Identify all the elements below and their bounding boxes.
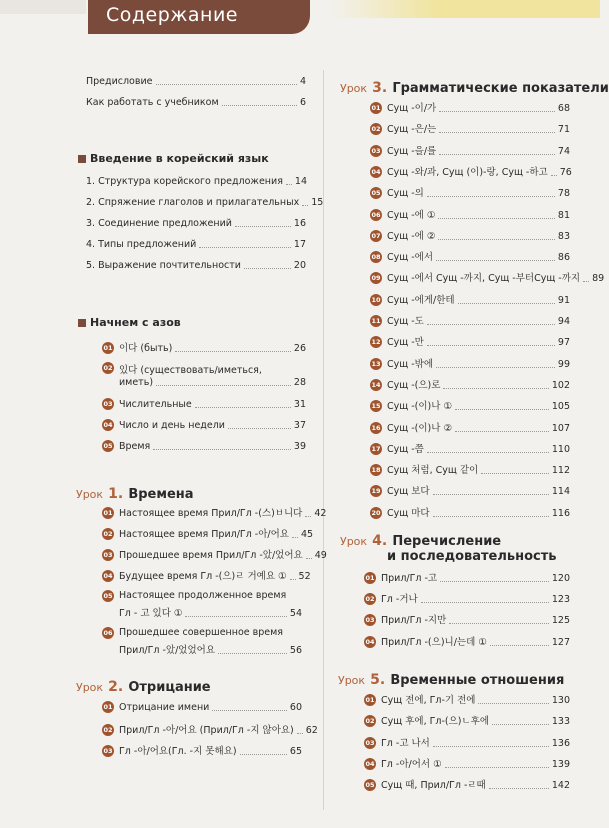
lesson-number: 4. bbox=[372, 533, 388, 549]
toc-entry[interactable] bbox=[364, 612, 570, 626]
page-number: 136 bbox=[551, 737, 570, 749]
toc-entry[interactable] bbox=[370, 228, 570, 242]
toc-entry-title: Сущ -에서 bbox=[387, 252, 434, 264]
lesson-number-badge: 02 bbox=[103, 364, 113, 372]
page-number: 86 bbox=[557, 252, 570, 264]
leader-dots bbox=[305, 516, 311, 517]
lesson-label: Урок bbox=[76, 681, 104, 694]
toc-entry-title: Гл -아/어서 ① bbox=[381, 758, 442, 770]
lesson-number-badge: 04 bbox=[365, 637, 375, 646]
lesson-number-badge: 02 bbox=[371, 125, 381, 134]
lesson-number-badge: 11 bbox=[371, 317, 381, 325]
page-number: 97 bbox=[557, 337, 570, 349]
leader-dots bbox=[427, 452, 549, 453]
section-square-icon bbox=[78, 319, 86, 327]
lesson-number-badge: 02 bbox=[365, 717, 375, 726]
toc-entry-title: Время bbox=[119, 441, 151, 452]
lesson-number-badge: 04 bbox=[371, 167, 381, 176]
lesson-number-badge: 16 bbox=[371, 423, 381, 432]
leader-dots bbox=[433, 746, 549, 747]
leader-dots bbox=[185, 616, 286, 617]
leader-dots bbox=[175, 351, 291, 352]
page-number: 49 bbox=[314, 550, 327, 561]
toc-entry-title: Сущ -에서 Сущ -까지, Сущ -부터Сущ -까지 bbox=[387, 273, 581, 285]
toc-entry-title: Сущ 때, Прил/Гл -ㄹ때 bbox=[381, 780, 486, 792]
toc-entry-title: Сущ -을/를 bbox=[387, 145, 437, 157]
leader-dots bbox=[240, 754, 287, 755]
lesson-number-badge: 19 bbox=[371, 487, 381, 496]
leader-dots bbox=[438, 239, 555, 240]
leader-dots bbox=[478, 703, 548, 704]
lesson-number-badge: 01 bbox=[371, 104, 381, 112]
toc-entry[interactable] bbox=[86, 197, 324, 208]
lesson-number-badge: 05 bbox=[371, 189, 381, 198]
leader-dots bbox=[439, 154, 555, 155]
leader-dots bbox=[297, 733, 303, 734]
toc-entry[interactable] bbox=[364, 713, 570, 727]
page-number: 37 bbox=[293, 420, 306, 431]
toc-entry-title: Гл -거나 bbox=[381, 594, 418, 606]
leader-dots bbox=[195, 407, 291, 408]
leader-dots bbox=[481, 473, 549, 474]
lesson-number-badge: 04 bbox=[103, 421, 113, 429]
toc-entry-title: Как работать с учебником bbox=[86, 97, 219, 108]
page-number: 105 bbox=[551, 401, 570, 413]
toc-entry[interactable] bbox=[370, 207, 570, 221]
toc-entry[interactable] bbox=[364, 692, 570, 706]
page-number: 76 bbox=[559, 166, 572, 178]
leader-dots bbox=[583, 281, 589, 282]
page-number: 4 bbox=[299, 76, 306, 87]
toc-entry-title: Сущ -에 ① bbox=[387, 209, 436, 221]
toc-entry-title: Прил/Гл -고 bbox=[381, 573, 438, 584]
toc-entry-title: 4. Типы предложений bbox=[86, 239, 197, 250]
page-number: 133 bbox=[551, 716, 570, 728]
lesson-heading bbox=[76, 483, 194, 502]
page-number: 60 bbox=[289, 702, 302, 713]
section-heading bbox=[78, 316, 181, 329]
lesson-number-badge: 04 bbox=[103, 572, 113, 580]
toc-entry[interactable] bbox=[364, 756, 570, 770]
page-number: 45 bbox=[300, 529, 314, 540]
leader-dots bbox=[436, 367, 555, 368]
toc-entry-title: Прил/Гл -(으)니/는데 ① bbox=[381, 636, 487, 648]
leader-dots bbox=[421, 602, 549, 603]
page-number: 99 bbox=[557, 358, 570, 370]
page-number: 62 bbox=[305, 725, 318, 736]
lesson-title: Перечисление bbox=[392, 534, 502, 549]
section-heading bbox=[78, 152, 269, 165]
page-number: 78 bbox=[557, 188, 570, 200]
leader-dots bbox=[443, 388, 548, 389]
lesson-number-badge: 10 bbox=[371, 295, 381, 304]
page-number: 89 bbox=[592, 273, 605, 285]
lesson-number: 2. bbox=[108, 679, 124, 695]
page-number: 39 bbox=[293, 441, 306, 452]
page-number: 120 bbox=[551, 573, 570, 584]
toc-entry-title: Сущ 보다 bbox=[387, 486, 430, 498]
lesson-title: Грамматические показатели bbox=[392, 81, 609, 96]
lesson-number-badge: 13 bbox=[371, 359, 381, 368]
toc-entry[interactable] bbox=[119, 377, 306, 388]
toc-entry-title: Отрицание имени bbox=[119, 702, 210, 713]
toc-entry[interactable] bbox=[119, 605, 302, 619]
toc-entry-title: Настоящее время Прил/Гл -(스)ㅂ니다 bbox=[119, 508, 303, 519]
toc-entry[interactable] bbox=[102, 547, 327, 561]
toc-entry-title: Сущ 마다 bbox=[387, 507, 430, 519]
toc-entry-title-line2: Прил/Гл -았/었었어요 bbox=[119, 645, 216, 656]
lesson-heading bbox=[76, 676, 211, 695]
lesson-number-badge: 18 bbox=[371, 466, 381, 475]
lesson-title-line2: и последовательность bbox=[387, 549, 557, 564]
lesson-number-badge: 17 bbox=[371, 444, 381, 453]
page-number: 94 bbox=[557, 316, 570, 327]
toc-entry-title: Предисловие bbox=[86, 76, 153, 87]
leader-dots bbox=[433, 516, 549, 517]
leader-dots bbox=[489, 788, 549, 789]
lesson-number-badge: 03 bbox=[103, 551, 113, 559]
toc-entry[interactable] bbox=[364, 735, 570, 749]
leader-dots bbox=[455, 409, 549, 410]
toc-entry[interactable] bbox=[102, 340, 306, 354]
page-number: 74 bbox=[557, 145, 570, 157]
toc-entry[interactable] bbox=[370, 398, 570, 412]
toc-entry[interactable] bbox=[102, 440, 306, 452]
lesson-heading bbox=[340, 77, 609, 96]
page-number: 112 bbox=[551, 465, 570, 477]
page-number: 127 bbox=[551, 636, 570, 648]
toc-entry[interactable] bbox=[370, 270, 605, 285]
page-number: 139 bbox=[551, 758, 570, 770]
toc-entry[interactable] bbox=[370, 462, 570, 476]
page-number: 142 bbox=[551, 780, 570, 792]
page-number: 68 bbox=[557, 103, 570, 114]
toc-entry-title: Сущ -은/는 bbox=[387, 124, 437, 136]
toc-entry-title: 5. Выражение почтительности bbox=[86, 260, 241, 271]
toc-entry[interactable] bbox=[370, 441, 570, 455]
toc-entry-title: 3. Соединение предложений bbox=[86, 218, 232, 229]
page-number: 15 bbox=[311, 197, 324, 208]
toc-entry-title: Сущ -도 bbox=[387, 316, 424, 327]
leader-dots bbox=[440, 581, 549, 582]
page-number: 102 bbox=[551, 379, 570, 391]
toc-entry-title-line1: Настоящее продолженное время bbox=[119, 590, 287, 601]
toc-entry[interactable] bbox=[370, 164, 570, 178]
leader-dots bbox=[427, 324, 555, 325]
page-number: 65 bbox=[289, 746, 302, 757]
leader-dots bbox=[306, 558, 312, 559]
lesson-label: Урок bbox=[340, 82, 368, 95]
top-band-right bbox=[330, 0, 600, 18]
lesson-number-badge: 20 bbox=[371, 508, 381, 517]
toc-entry-title: Число и день недели bbox=[119, 420, 225, 431]
toc-entry[interactable] bbox=[370, 143, 570, 157]
leader-dots bbox=[244, 268, 291, 269]
toc-entry[interactable] bbox=[370, 377, 570, 391]
toc-entry[interactable] bbox=[86, 76, 306, 87]
toc-entry[interactable] bbox=[102, 505, 327, 519]
page-number: 114 bbox=[551, 486, 570, 498]
toc-entry[interactable] bbox=[364, 570, 570, 584]
leader-dots bbox=[449, 623, 549, 624]
leader-dots bbox=[292, 537, 298, 538]
toc-entry-title: 2. Спряжение глаголов и прилагательных bbox=[86, 197, 300, 208]
lesson-number-badge: 12 bbox=[371, 338, 381, 347]
page-number: 107 bbox=[551, 422, 570, 434]
toc-entry-title: Сущ -와/과, Сущ (이)-랑, Сущ -하고 bbox=[387, 166, 548, 178]
leader-dots bbox=[458, 303, 555, 304]
toc-entry[interactable] bbox=[364, 634, 570, 648]
toc-entry-title: Сущ -(으)로 bbox=[387, 379, 441, 391]
leader-dots bbox=[302, 205, 308, 206]
lesson-title: Отрицание bbox=[128, 680, 211, 695]
lesson-heading bbox=[338, 669, 564, 688]
lesson-number-badge: 03 bbox=[365, 738, 375, 747]
toc-entry-title: Прил/Гл -지만 bbox=[381, 615, 447, 627]
page-number: 123 bbox=[551, 594, 570, 606]
section-title: Начнем с азов bbox=[90, 316, 181, 329]
toc-entry-title: Сущ -(이)나 ② bbox=[387, 422, 452, 434]
lesson-number-badge: 01 bbox=[103, 703, 113, 711]
page-number: 83 bbox=[557, 230, 570, 242]
toc-entry-title-line2: иметь) bbox=[119, 377, 154, 388]
lesson-number-badge: 05 bbox=[365, 781, 375, 790]
leader-dots bbox=[427, 196, 555, 197]
lesson-label: Урок bbox=[340, 535, 368, 548]
toc-entry[interactable] bbox=[102, 398, 306, 410]
toc-entry-title: Сущ -만 bbox=[387, 337, 424, 349]
toc-entry-title-line1: Прошедшее совершенное время bbox=[119, 627, 283, 638]
toc-entry-title: Сущ -이/가 bbox=[387, 103, 437, 114]
lesson-number-badge: 02 bbox=[365, 595, 375, 604]
toc-entry[interactable] bbox=[119, 642, 302, 656]
leader-dots bbox=[212, 710, 287, 711]
lesson-number-badge: 14 bbox=[371, 380, 381, 389]
leader-dots bbox=[439, 111, 555, 112]
leader-dots bbox=[439, 132, 555, 133]
lesson-number: 5. bbox=[370, 672, 386, 688]
lesson-number-badge: 06 bbox=[103, 629, 113, 637]
page-number: 28 bbox=[293, 377, 306, 388]
page-number: 52 bbox=[298, 571, 311, 582]
lesson-number-badge: 01 bbox=[365, 696, 375, 704]
toc-entry-title: Прошедшее время Прил/Гл -았/었어요 bbox=[119, 550, 303, 561]
page-number: 26 bbox=[293, 343, 306, 354]
toc-entry-title: Будущее время Гл -(으)ㄹ 거예요 ① bbox=[119, 571, 287, 582]
lesson-number: 1. bbox=[108, 486, 124, 502]
toc-entry-title-line1: 있다 (существовать/иметься, bbox=[119, 365, 262, 376]
toc-entry-title: Сущ -의 bbox=[387, 188, 424, 200]
lesson-number-badge: 03 bbox=[371, 146, 381, 155]
leader-dots bbox=[490, 645, 549, 646]
lesson-number-badge: 07 bbox=[371, 231, 381, 240]
toc-entry[interactable] bbox=[370, 185, 570, 199]
page-number: 17 bbox=[293, 239, 306, 250]
page-number: 116 bbox=[551, 507, 570, 519]
toc-entry[interactable] bbox=[86, 260, 306, 271]
toc-entry-title: Сущ 전에, Гл-기 전에 bbox=[381, 695, 476, 706]
toc-entry[interactable] bbox=[370, 292, 570, 306]
toc-entry[interactable] bbox=[86, 218, 306, 229]
leader-dots bbox=[436, 260, 555, 261]
lesson-number-badge: 03 bbox=[365, 616, 375, 625]
lesson-number-badge: 04 bbox=[365, 759, 375, 768]
page-number: 42 bbox=[314, 508, 327, 519]
leader-dots bbox=[445, 767, 549, 768]
toc-entry-title: Гл -고 나서 bbox=[381, 737, 430, 749]
toc-entry-title: Настоящее время Прил/Гл -아/어요 bbox=[119, 529, 289, 540]
lesson-number-badge: 03 bbox=[103, 400, 113, 408]
top-band-left bbox=[0, 0, 86, 14]
page-number: 54 bbox=[289, 608, 302, 619]
leader-dots bbox=[551, 175, 557, 176]
toc-entry-title: Числительные bbox=[119, 399, 192, 410]
leader-dots bbox=[153, 449, 291, 450]
toc-entry-title: Гл -아/어요(Гл. -지 못해요) bbox=[119, 746, 237, 757]
lesson-label: Урок bbox=[338, 674, 366, 687]
page-number: 110 bbox=[551, 443, 570, 455]
leader-dots bbox=[228, 428, 291, 429]
lesson-number-badge: 05 bbox=[103, 592, 113, 600]
leader-dots bbox=[438, 218, 555, 219]
toc-entry-title: Сущ 후에, Гл-(으)ㄴ후에 bbox=[381, 716, 490, 728]
lesson-title: Временные отношения bbox=[390, 673, 565, 688]
page-title: Содержание bbox=[88, 0, 310, 34]
leader-dots bbox=[455, 431, 549, 432]
page-number: 125 bbox=[551, 615, 570, 627]
toc-entry[interactable] bbox=[102, 568, 311, 582]
toc-entry[interactable] bbox=[86, 97, 306, 108]
lesson-number-badge: 09 bbox=[371, 274, 381, 283]
lesson-number-badge: 01 bbox=[103, 509, 113, 517]
lesson-number-badge: 15 bbox=[371, 402, 381, 411]
leader-dots bbox=[433, 494, 549, 495]
lesson-number-badge: 05 bbox=[103, 442, 113, 450]
toc-entry-title: Прил/Гл -아/어요 (Прил/Гл -지 않아요) bbox=[119, 725, 294, 736]
lesson-heading bbox=[340, 530, 557, 564]
toc-entry-title: Сущ -쯤 bbox=[387, 443, 424, 455]
lesson-number-badge: 01 bbox=[103, 344, 113, 352]
leader-dots bbox=[156, 84, 297, 85]
toc-entry[interactable] bbox=[370, 249, 570, 263]
leader-dots bbox=[156, 385, 291, 386]
page-number: 16 bbox=[293, 218, 306, 229]
section-title: Введение в корейский язык bbox=[90, 152, 269, 165]
page-number: 14 bbox=[294, 176, 308, 187]
toc-entry-title: Сущ -에 ② bbox=[387, 230, 436, 242]
lesson-title: Времена bbox=[128, 487, 194, 502]
toc-entry[interactable] bbox=[370, 100, 570, 114]
leader-dots bbox=[222, 105, 297, 106]
toc-entry[interactable] bbox=[370, 420, 570, 434]
leader-dots bbox=[286, 184, 292, 185]
page-number: 6 bbox=[299, 97, 306, 108]
leader-dots bbox=[199, 247, 291, 248]
page-number: 81 bbox=[557, 209, 570, 221]
toc-entry-title: Сущ -(이)나 ① bbox=[387, 401, 452, 413]
leader-dots bbox=[290, 579, 296, 580]
page-number: 91 bbox=[557, 294, 570, 306]
toc-entry[interactable] bbox=[370, 121, 570, 135]
toc-entry[interactable] bbox=[370, 483, 570, 497]
page-number: 71 bbox=[557, 124, 570, 136]
lesson-number-badge: 08 bbox=[371, 253, 381, 262]
toc-entry-title: Сущ 처럼, Сущ 같이 bbox=[387, 465, 479, 477]
lesson-number: 3. bbox=[372, 80, 388, 96]
toc-entry[interactable] bbox=[102, 722, 318, 736]
column-divider bbox=[323, 70, 324, 810]
lesson-number-badge: 03 bbox=[103, 747, 113, 755]
toc-entry[interactable] bbox=[102, 701, 302, 713]
toc-entry[interactable] bbox=[370, 313, 570, 327]
toc-entry[interactable] bbox=[370, 505, 570, 519]
toc-entry[interactable] bbox=[86, 239, 306, 250]
toc-entry[interactable] bbox=[102, 419, 306, 431]
toc-entry[interactable] bbox=[364, 591, 570, 605]
toc-entry[interactable] bbox=[370, 356, 570, 370]
page-number: 130 bbox=[551, 695, 570, 706]
toc-entry[interactable] bbox=[102, 526, 314, 540]
leader-dots bbox=[218, 653, 287, 654]
lesson-number-badge: 06 bbox=[371, 210, 381, 219]
lesson-number-badge: 02 bbox=[103, 726, 113, 734]
lesson-label: Урок bbox=[76, 488, 104, 501]
toc-entry-title: 1. Структура корейского предложения bbox=[86, 176, 283, 187]
toc-entry-title: Сущ -에게/한테 bbox=[387, 294, 455, 306]
leader-dots bbox=[235, 226, 291, 227]
toc-entry[interactable] bbox=[102, 743, 302, 757]
leader-dots bbox=[427, 345, 555, 346]
leader-dots bbox=[492, 724, 549, 725]
page-number: 31 bbox=[293, 399, 306, 410]
toc-entry-title: Сущ -밖에 bbox=[387, 358, 434, 370]
toc-entry[interactable] bbox=[370, 334, 570, 348]
page-number: 20 bbox=[293, 260, 306, 271]
toc-entry[interactable] bbox=[86, 176, 306, 187]
toc-entry-title-line2: Гл - 고 있다 ① bbox=[119, 608, 183, 619]
toc-entry[interactable] bbox=[364, 777, 570, 791]
lesson-number-badge: 01 bbox=[365, 574, 375, 582]
section-square-icon bbox=[78, 155, 86, 163]
lesson-number-badge: 02 bbox=[103, 530, 113, 538]
toc-entry-title: 이다 (быть) bbox=[119, 343, 173, 354]
page-number: 56 bbox=[289, 645, 302, 656]
